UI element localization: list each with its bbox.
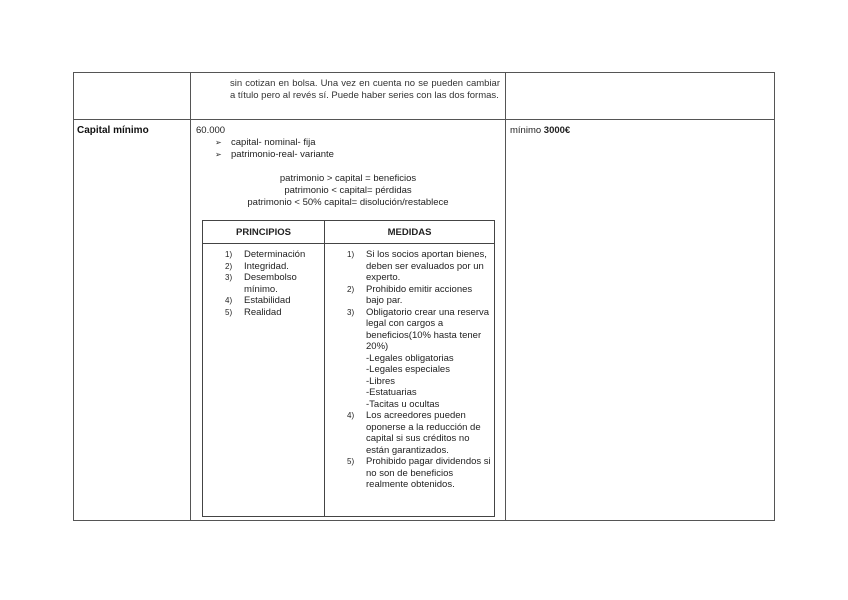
reserve-type: -Tacitas u ocultas: [366, 398, 440, 410]
list-item: 1) Determinación: [225, 249, 306, 260]
header-medidas: MEDIDAS: [387, 227, 432, 238]
table-border-right: [774, 72, 775, 521]
list-item: 2) Prohibido emitir acciones bajo par.: [347, 283, 473, 306]
table-col-divider-2: [505, 72, 506, 521]
main-table: [73, 72, 775, 521]
table-border-left: [73, 72, 74, 521]
minimum-amount: 3000€: [543, 125, 571, 136]
capital-bullets: [215, 137, 334, 161]
list-item: 3) Desembolso mínimo.: [225, 272, 297, 295]
table-col-divider-1: [190, 72, 191, 521]
reserve-type: -Legales obligatorias: [366, 352, 454, 364]
list-item: ➢ capital- nominal- fija: [215, 137, 316, 148]
list-item: 5) Prohibido pagar dividendos si no son de beneficios realmente obtenidos.: [347, 456, 491, 490]
list-item: 2) Integridad.: [225, 260, 289, 272]
list-item: 4) Los acreedores pueden oponerse a la reducción de capital si sus créditos no están garantizados.: [347, 410, 481, 456]
balance-line: patrimonio > capital = beneficios: [279, 173, 417, 184]
medidas-list: [347, 249, 492, 491]
arrow-bullet-icon: ➢: [215, 138, 222, 147]
minimum-note: mínimo 3000€: [510, 125, 571, 136]
header-principios: PRINCIPIOS: [236, 227, 291, 238]
balance-line: patrimonio < 50% capital= disolución/restablece: [247, 197, 449, 208]
reserve-type: -Libres: [366, 375, 396, 387]
reserve-type: -Legales especiales: [366, 364, 450, 375]
table-row-divider: [73, 119, 775, 120]
principios-medidas-table: [202, 220, 495, 517]
list-item: ➢ patrimonio-real- variante: [215, 149, 334, 160]
list-item: 1) Si los socios aportan bienes, deben ser evaluados por un experto.: [347, 249, 487, 283]
principios-list: [225, 249, 321, 318]
capital-value: 60.000: [196, 125, 226, 136]
balance-line: patrimonio < capital= pérdidas: [284, 185, 412, 196]
balance-rules: [223, 173, 473, 209]
arrow-bullet-icon: ➢: [215, 150, 222, 159]
list-item: 3) Obligatorio crear una reserva legal con cargos a beneficios(10% hasta tener 20%) -Legales obligatorias -Legales especiales -Libres -Estatuarias -Tacitas u ocultas: [347, 307, 492, 411]
list-item: 5) Realidad: [225, 306, 282, 318]
medidas-cell: [325, 221, 494, 516]
row-label-capital-minimo: Capital mínimo: [77, 125, 149, 136]
table-border-top: [73, 72, 775, 73]
table-border-bottom: [73, 520, 775, 521]
continued-text: sin cotizan en bolsa. Una vez en cuenta no se pueden cambiar a título pero al revés sí. Puede haber series con las dos formas.: [230, 78, 500, 101]
list-item: 4) Estabilidad: [225, 295, 291, 306]
reserve-type: -Estatuarias: [366, 387, 417, 398]
